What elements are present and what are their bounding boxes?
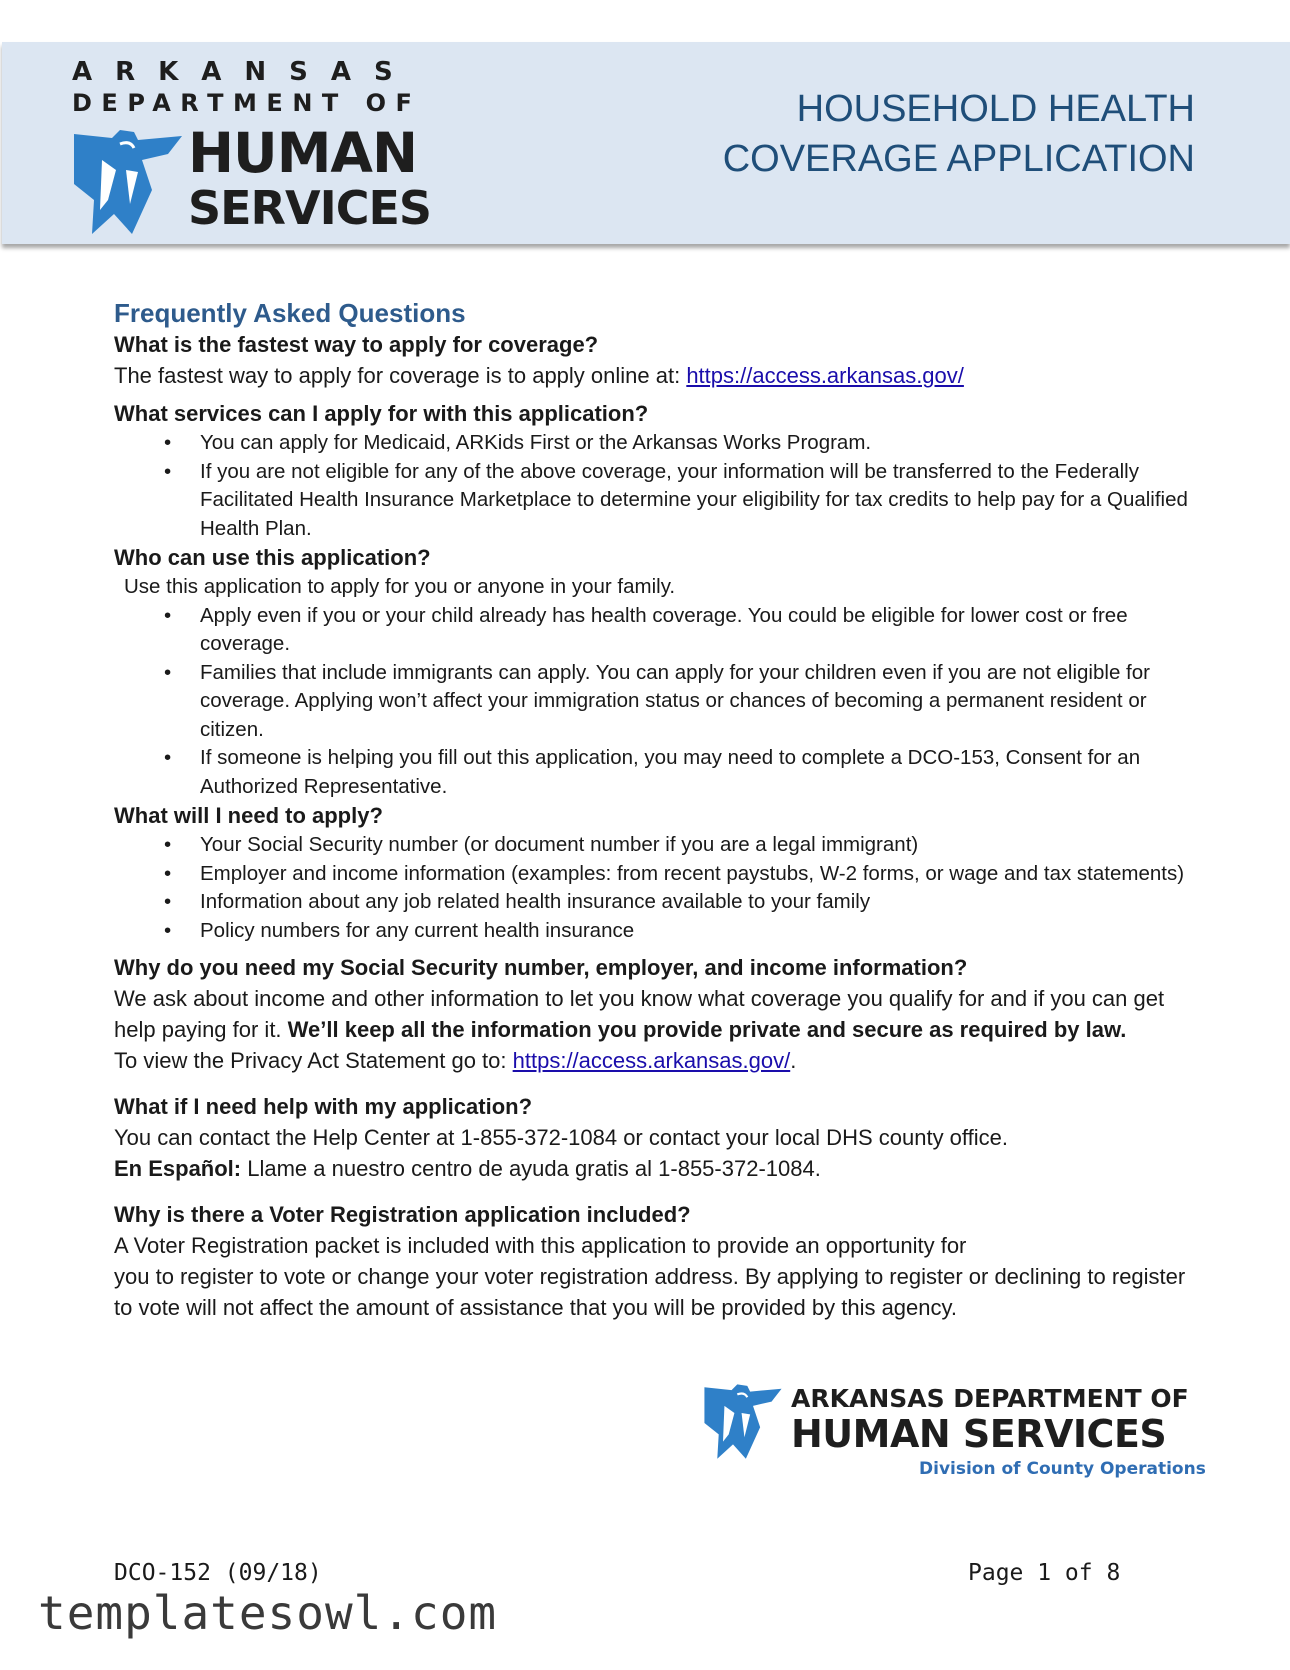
document-title [723,84,1195,184]
list-item-text: Families that include immigrants can apply. You can apply for your children even if you are not eligible for coverage. Applying won’t affect your immigration status or chances of becoming a permanent resident or citizen. [200,660,1150,741]
question-services: What services can I apply for with this application? [114,401,649,426]
logo-line-department: DEPARTMENT OF [72,89,422,117]
answer-bold-text: We’ll keep all the information you provide private and secure as required by law. [287,1017,1127,1042]
list-item [114,659,1204,745]
answer-need-help: You can contact the Help Center at 1-855-372-1084 or contact your local DHS county office. [114,1125,1008,1150]
footer-logo-line-2: HUMAN SERVICES [791,1412,1167,1456]
bullet-icon: • [164,918,172,942]
who-can-use-list [114,602,1204,802]
list-item-text: Apply even if you or your child already has health coverage. You could be eligible for lower cost or free coverage. [200,603,1128,655]
question-why-ssn: Why do you need my Social Security number, employer, and income information? [114,955,968,980]
list-item [114,429,1204,458]
logo-line-arkansas: ARKANSAS [72,57,416,87]
faq-section [114,296,1204,1323]
answer-text: To view the Privacy Act Statement go to: [114,1048,513,1073]
question-need-help: What if I need help with my application? [114,1094,533,1119]
list-item-text: You can apply for Medicaid, ARKids First or the Arkansas Works Program. [200,431,872,454]
list-item-text: Information about any job related health insurance available to your family [200,890,871,913]
answer-voter-registration [114,1230,1204,1323]
dhs-logo-wordmark [72,56,432,118]
watermark: templatesowl.com [38,1586,498,1640]
bullet-icon: • [164,431,172,454]
question-voter-registration: Why is there a Voter Registration application included? [114,1202,691,1227]
answer-text: A Voter Registration packet is included with this application to provide an opportunity for [114,1233,967,1258]
services-list [114,429,1204,543]
list-item-text: Employer and income information (examples: from recent paystubs, W-2 forms, or wage and tax statements) [200,861,1185,885]
footer-logo-line-1: ARKANSAS DEPARTMENT OF [791,1384,1189,1413]
access-arkansas-link[interactable]: https://access.arkansas.gov/ [686,363,964,388]
question-what-need: What will I need to apply? [114,803,383,828]
answer-period: . [790,1048,797,1073]
answer-why-ssn [114,983,1204,1076]
page-number: Page 1 of 8 [968,1560,1121,1586]
bullet-icon: • [164,459,172,483]
bullet-icon: • [164,890,172,913]
title-line-1: HOUSEHOLD HEALTH [796,88,1195,130]
header-banner [2,42,1290,244]
list-item [114,831,1204,860]
form-number: DCO-152 (09/18) [114,1560,322,1586]
spanish-text: Llame a nuestro centro de ayuda gratis al 1-855-372-1084. [241,1156,821,1181]
list-item-text: If someone is helping you fill out this application, you may need to complete a DCO-153, Consent for an Authorized Representative. [200,746,1141,798]
bullet-icon: • [164,603,172,627]
answer-text: The fastest way to apply for coverage is to apply online at: [114,363,687,388]
list-item [114,744,1204,801]
privacy-act-link[interactable]: https://access.arkansas.gov/ [512,1048,791,1073]
dhs-figure-icon [72,130,184,238]
footer-dhs-logo [703,1384,1223,1484]
answer-text: you to register to vote or change your voter registration address. By applying to register or declining to register to vote will not affect the amount of assistance that you will be provided by this agency. [114,1264,1186,1320]
list-item-text: Policy numbers for any current health insurance [200,918,635,942]
list-item [114,888,1204,917]
bullet-icon: • [164,833,172,856]
question-who-can-use: Who can use this application? [114,545,431,570]
who-can-use-intro: Use this application to apply for you or anyone in your family. [124,575,676,598]
question-fastest-way: What is the fastest way to apply for coverage? [114,332,599,357]
bullet-icon: • [164,746,172,769]
list-item [114,917,1204,946]
dhs-figure-icon [703,1384,783,1462]
logo-line-human: HUMAN [188,121,418,185]
title-line-2: COVERAGE APPLICATION [722,138,1195,180]
list-item [114,602,1204,659]
list-item [114,458,1204,544]
what-need-list [114,831,1204,945]
spanish-label: En Español: [114,1156,242,1181]
answer-fastest-way [114,360,1204,391]
answer-text: We ask about income and other information to let you know what coverage you qualify for and if you can get help paying for it. [114,986,1165,1042]
logo-line-services: SERVICES [188,181,432,235]
bullet-icon: • [164,660,172,684]
footer-logo-division: Division of County Operations [919,1459,1206,1479]
bullet-icon: • [164,861,172,885]
faq-heading: Frequently Asked Questions [114,298,466,328]
list-item [114,860,1204,889]
answer-spanish [114,1153,1204,1184]
list-item-text: If you are not eligible for any of the above coverage, your information will be transferred to the Federally Facilitated Health Insurance Marketplace to determine your eligibility for tax credits to help pay for a Qualified Health Plan. [200,459,1188,540]
list-item-text: Your Social Security number (or document number if you are a legal immigrant) [200,833,919,856]
